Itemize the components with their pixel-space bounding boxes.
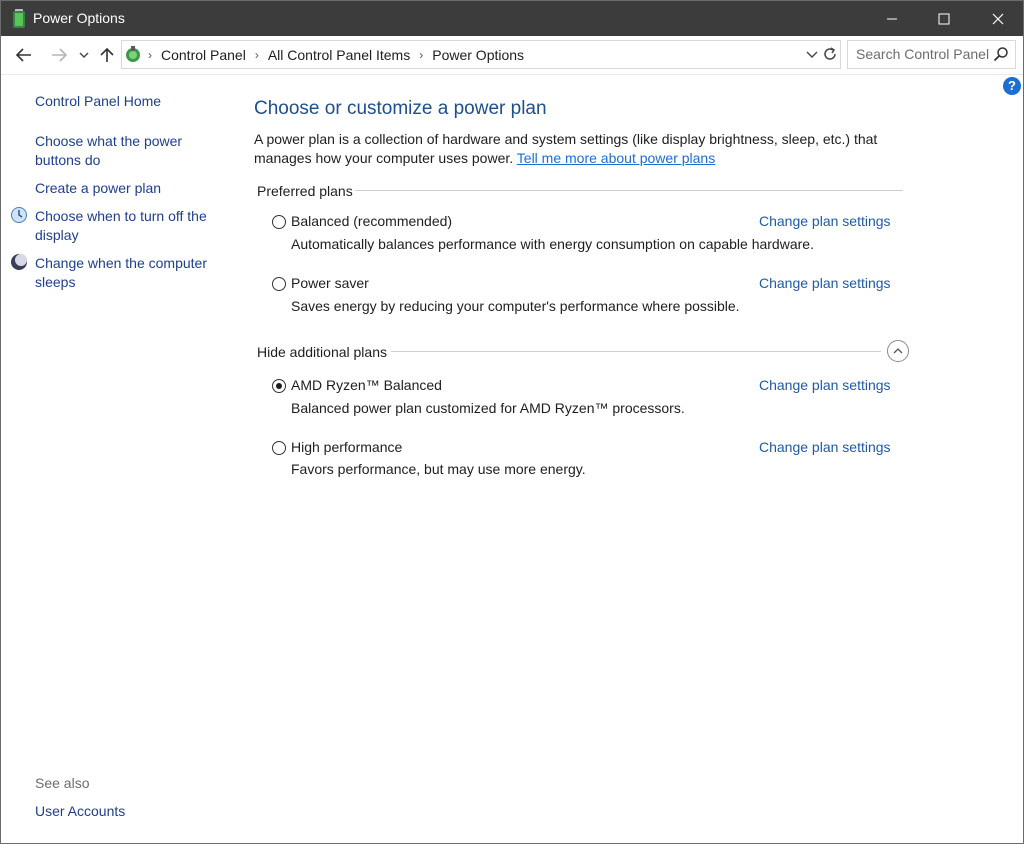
navigation-bar [1, 36, 1023, 75]
breadcrumb-all-items[interactable]: All Control Panel Items [267, 46, 411, 63]
maximize-icon [938, 13, 950, 25]
user-accounts-link[interactable]: User Accounts [35, 803, 126, 819]
additional-plans-divider [391, 351, 881, 352]
window-title: Power Options [33, 10, 125, 26]
power-saver-change-settings-link[interactable]: Change plan settings [759, 275, 891, 291]
arrow-up-icon [100, 47, 114, 63]
minimize-button[interactable] [869, 1, 915, 36]
preferred-plans-divider [355, 190, 903, 191]
high-performance-change-settings-link[interactable]: Change plan settings [759, 439, 891, 455]
close-button[interactable] [975, 1, 1021, 36]
power-saver-radio[interactable] [272, 277, 286, 291]
learn-more-link[interactable]: Tell me more about power plans [516, 150, 716, 166]
close-icon [992, 13, 1004, 25]
search-icon [993, 46, 1009, 62]
additional-plans-heading[interactable]: Hide additional plans [257, 344, 387, 360]
display-off-link[interactable]: Choose when to turn off the display [35, 208, 207, 243]
breadcrumb [148, 41, 524, 68]
address-dropdown-icon[interactable] [806, 47, 818, 61]
left-pane [1, 75, 231, 843]
chevron-down-icon [79, 51, 89, 59]
page-title: Choose or customize a power plan [254, 98, 547, 119]
control-panel-icon [124, 45, 142, 63]
high-performance-plan-name[interactable]: High performance [291, 439, 403, 455]
collapse-additional-plans-button[interactable] [887, 340, 909, 362]
high-performance-plan-description: Favors performance, but may use more energy. [291, 461, 586, 477]
minimize-icon [886, 13, 898, 25]
sleep-moon-icon [10, 253, 28, 271]
page-description [254, 130, 924, 168]
description-text: A power plan is a collection of hardware and system settings (like display brightness, sleep, etc.) that manages how your computer uses power. [254, 131, 878, 166]
high-performance-radio[interactable] [272, 441, 286, 455]
power-buttons-link[interactable]: Choose what the power buttons do [35, 133, 183, 168]
balanced-change-settings-link[interactable]: Change plan settings [759, 213, 891, 229]
display-off-icon [10, 206, 28, 224]
breadcrumb-control-panel[interactable]: Control Panel [161, 46, 246, 63]
title-bar [1, 1, 1023, 36]
chevron-up-icon [888, 341, 908, 361]
computer-sleeps-link[interactable]: Change when the computer sleeps [35, 255, 207, 290]
arrow-left-icon [16, 48, 32, 62]
breadcrumb-separator-icon[interactable]: › [254, 47, 259, 62]
balanced-plan-description: Automatically balances performance with energy consumption on capable hardware. [291, 236, 814, 252]
amd-ryzen-balanced-radio[interactable] [272, 379, 286, 393]
refresh-icon[interactable] [822, 46, 838, 62]
breadcrumb-separator-icon[interactable]: › [419, 47, 424, 62]
address-bar[interactable] [121, 40, 841, 69]
back-button[interactable] [13, 44, 35, 66]
balanced-plan-name[interactable]: Balanced (recommended) [291, 213, 453, 229]
preferred-plans-heading: Preferred plans [257, 183, 353, 199]
power-saver-plan-description: Saves energy by reducing your computer's performance where possible. [291, 298, 740, 314]
power-saver-plan-name[interactable]: Power saver [291, 275, 369, 291]
arrow-right-icon [51, 48, 67, 62]
up-button[interactable] [97, 44, 117, 66]
breadcrumb-power-options[interactable]: Power Options [432, 46, 525, 63]
create-power-plan-link[interactable]: Create a power plan [35, 180, 162, 196]
search-placeholder: Search Control Panel [856, 46, 990, 62]
see-also-heading: See also [35, 775, 90, 791]
amd-ryzen-balanced-plan-description: Balanced power plan customized for AMD Ryzen™ processors. [291, 400, 685, 416]
amd-ryzen-change-settings-link[interactable]: Change plan settings [759, 377, 891, 393]
battery-icon [12, 9, 26, 29]
help-icon[interactable]: ? [1003, 77, 1021, 95]
maximize-button[interactable] [921, 1, 967, 36]
control-panel-home-link[interactable]: Control Panel Home [35, 93, 162, 109]
breadcrumb-separator-icon: › [148, 47, 152, 62]
forward-button[interactable] [49, 44, 69, 66]
balanced-radio[interactable] [272, 215, 286, 229]
search-input[interactable] [847, 40, 1016, 69]
recent-locations-button[interactable] [77, 44, 91, 66]
amd-ryzen-balanced-plan-name[interactable]: AMD Ryzen™ Balanced [291, 377, 442, 393]
